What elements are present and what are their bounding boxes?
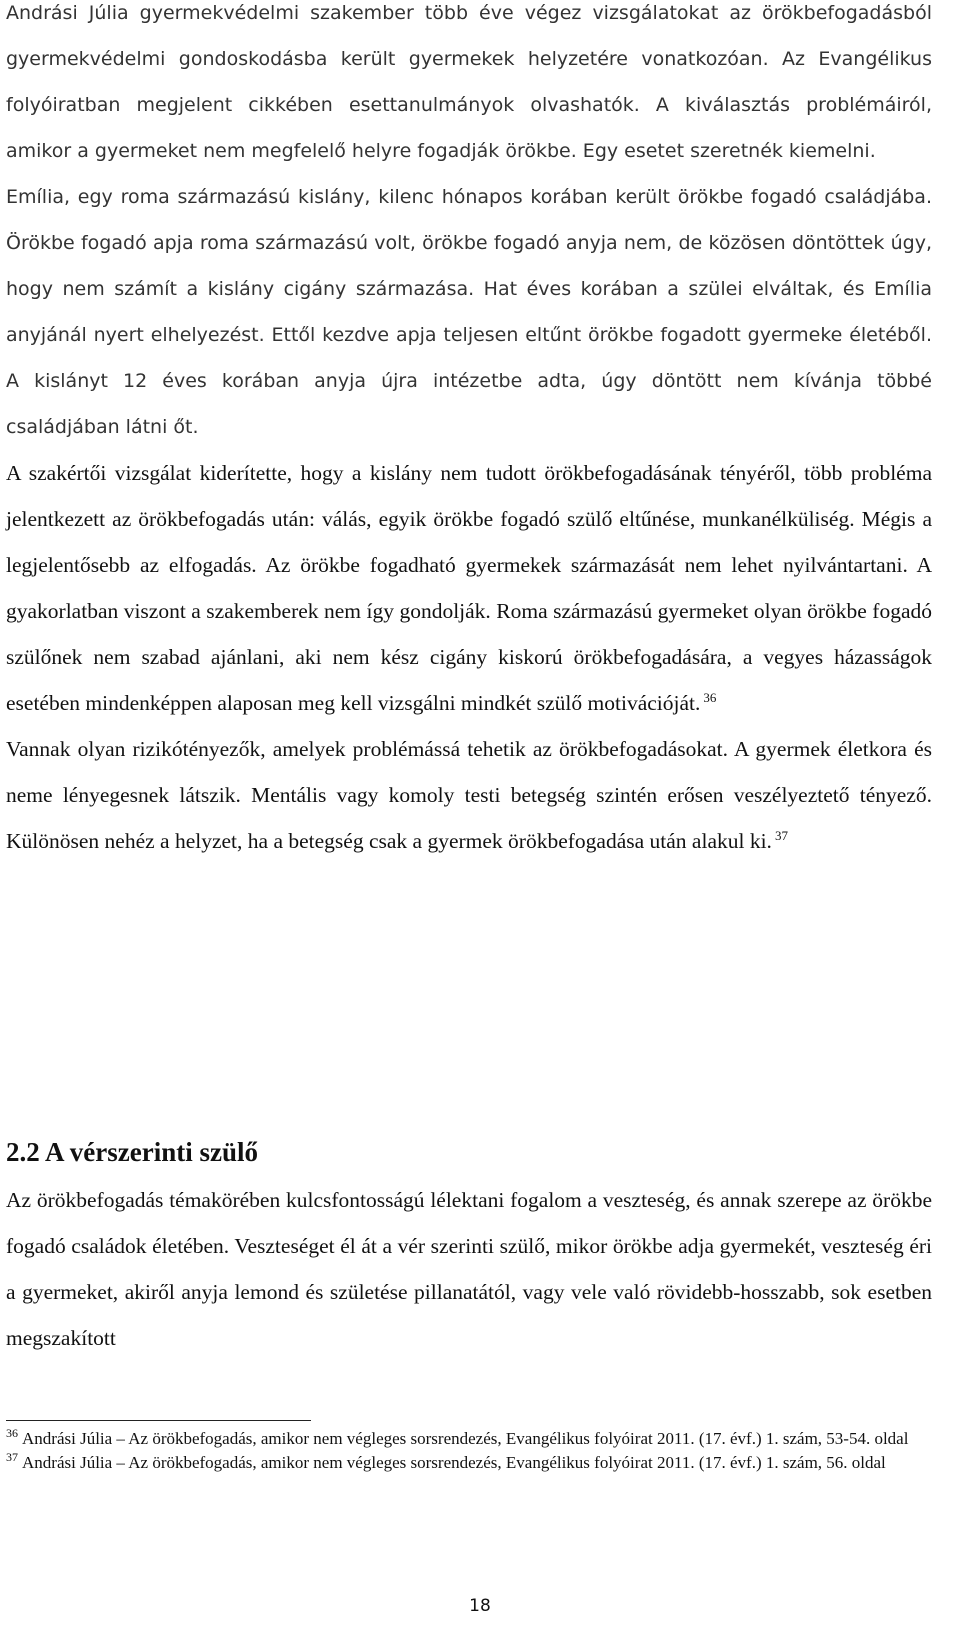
paragraph-2: Emília, egy roma származású kislány, kilenc hónapos korában került örökbe fogadó családjába. Örökbe fogadó apja roma származású volt, örökbe fogadó anyja nem, de közösen döntöttek úgy, hogy nem számít a kislány cigány származása. Hat éves korában a szülei elváltak, és Emília anyjánál nyert elhelyezést. Ettől kezdve apja teljesen eltűnt örökbe fogadott gyermeke életéből. A kislányt 12 éves korában anyja újra intézetbe adta, úgy döntött nem kívánja többé családjában látni őt. [6, 186, 932, 438]
footnote-divider [6, 1420, 311, 1421]
paragraph-3-text: A szakértői vizsgálat kiderítette, hogy a kislány nem tudott örökbefogadásának tényéről, több probléma jelentkezett az örökbefogadás után: válás, egyik örökbe fogadó szülő eltűnése, munkanélküliség. Mégis a legjelentősebb az elfogadás. Az örökbe fogadható gyermekek származását nem lehet nyilvántartani. A gyakorlatban viszont a szakemberek nem így gondolják. Roma származású gyermeket olyan örökbe fogadó szülőnek nem szabad ajánlani, aki nem kész cigány kiskorú örökbefogadására, a vegyes házasságok esetében mindenképpen alaposan meg kell vizsgálni mindkét szülő motivációját. [6, 461, 932, 715]
footnote-ref-36[interactable]: 36 [703, 689, 717, 705]
footnotes [6, 1428, 932, 1476]
footnote-36 [6, 1428, 932, 1450]
footnote-number: 37 [6, 1450, 18, 1465]
footnote-37 [6, 1452, 932, 1474]
footnote-ref-37[interactable]: 37 [774, 827, 788, 843]
paragraph-4-text: Vannak olyan rizikótényezők, amelyek problémássá tehetik az örökbefogadásokat. A gyermek életkora és neme lényegesnek látszik. Mentális vagy komoly testi betegség szintén erősen veszélyeztető tényező. Különösen nehéz a helyzet, ha a betegség csak a gyermek örökbefogadása után alakul ki. [6, 737, 932, 853]
body-text [6, 0, 932, 864]
section-heading: 2.2 A vérszerinti szülő [6, 1137, 258, 1167]
paragraph-1: Andrási Júlia gyermekvédelmi szakember több éve végez vizsgálatokat az örökbefogadásból gyermekvédelmi gondoskodásba került gyermekek helyzetére vonatkozóan. Az Evangélikus folyóiratban megjelent cikkében esettanulmányok olvashatók. A kiválasztás problémáiról, amikor a gyermeket nem megfelelő helyre fogadják örökbe. Egy esetet szeretnék kiemelni. [6, 2, 932, 162]
page-number: 18 [469, 1596, 491, 1616]
paragraph-4 [6, 726, 932, 864]
footnote-text: Andrási Júlia – Az örökbefogadás, amikor nem végleges sorsrendezés, Evangélikus folyóirat 2011. (17. évf.) 1. szám, 56. oldal [22, 1453, 886, 1472]
footnote-text: Andrási Júlia – Az örökbefogadás, amikor nem végleges sorsrendezés, Evangélikus folyóirat 2011. (17. évf.) 1. szám, 53-54. oldal [22, 1429, 909, 1448]
section-paragraph: Az örökbefogadás témakörében kulcsfontosságú lélektani fogalom a veszteség, és annak szerepe az örökbe fogadó családok életében. Veszteséget él át a vér szerinti szülő, mikor örökbe adja gyermekét, veszteség éri a gyermeket, akiről anyja lemond és születése pillanatától, vagy vele való rövidebb-hosszabb, sok esetben megszakított [6, 1188, 932, 1350]
paragraph-3 [6, 450, 932, 726]
footnote-number: 36 [6, 1426, 18, 1441]
